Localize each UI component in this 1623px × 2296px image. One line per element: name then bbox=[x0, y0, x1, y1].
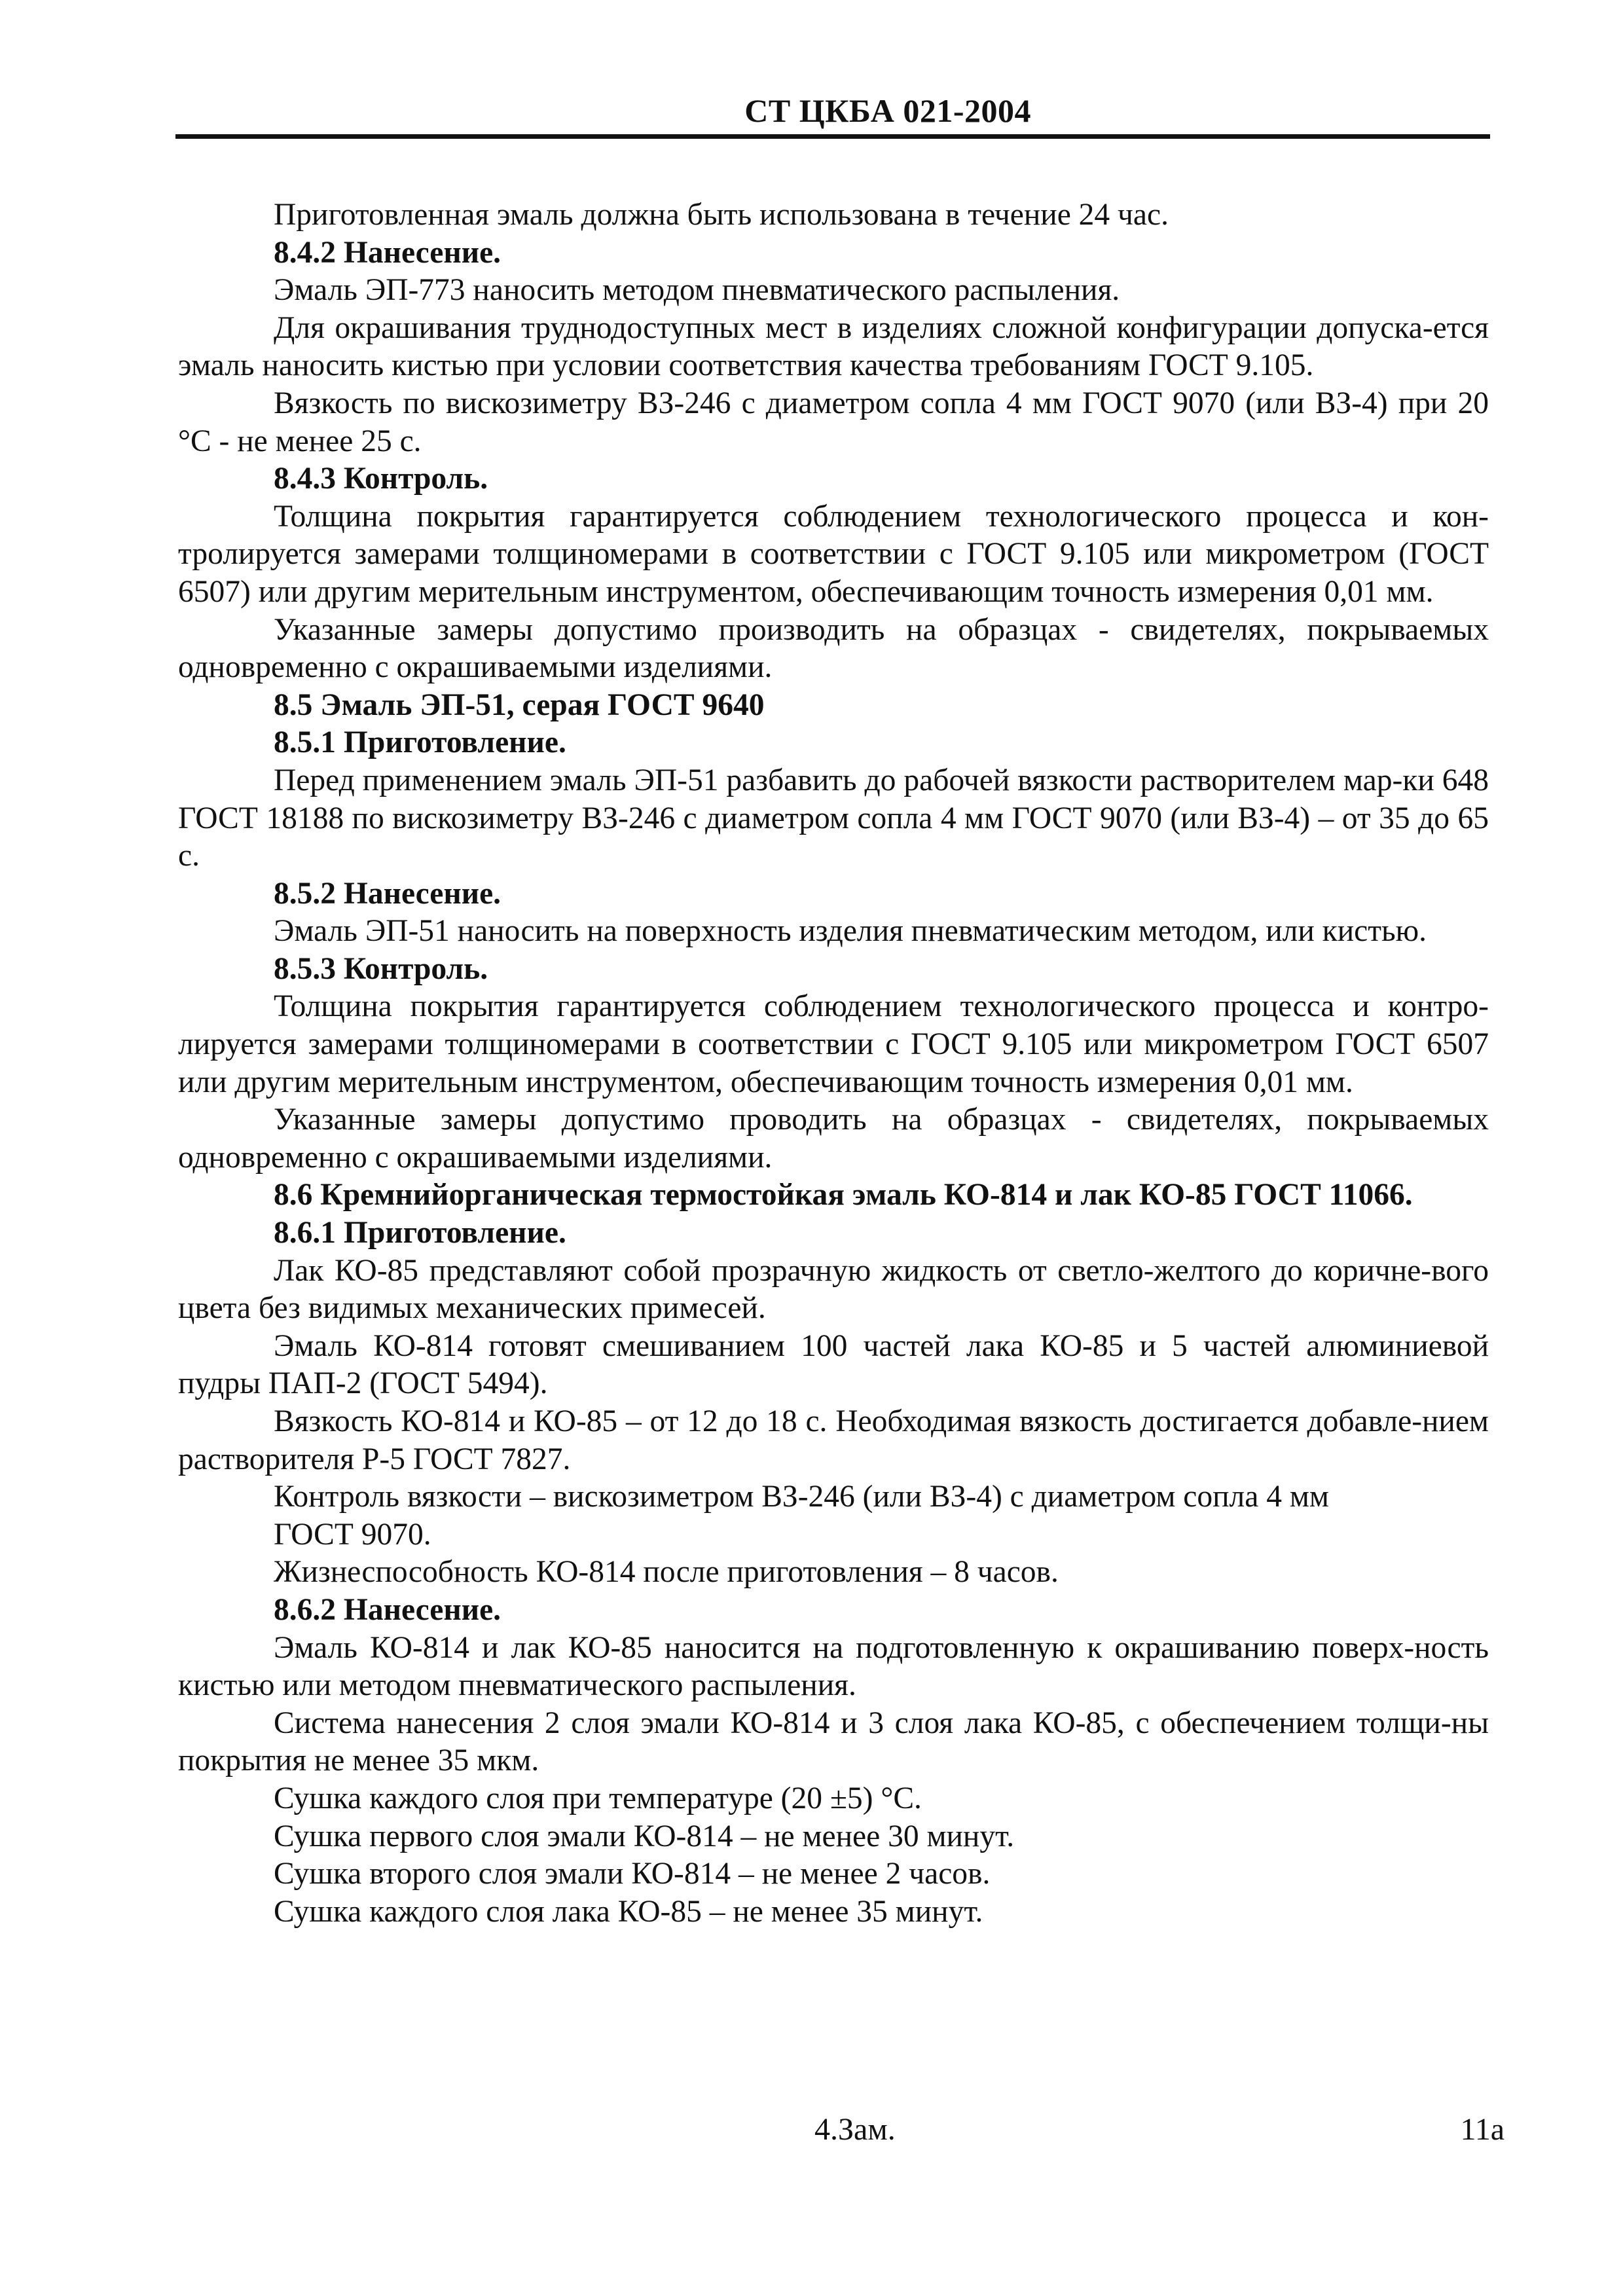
paragraph: Сушка каждого слоя лака КО-85 – не менее 35 минут. bbox=[274, 1894, 983, 1929]
section-heading-8-5-3: 8.5.3 Контроль. bbox=[274, 951, 488, 986]
header-rule bbox=[175, 134, 1490, 139]
paragraph: Для окрашивания труднодоступных мест в изделиях сложной конфигурации допуска-ется эмаль наносить кистью при условии соответствия качества требованиям ГОСТ 9.105. bbox=[178, 310, 1489, 383]
paragraph: Указанные замеры допустимо производить на образцах - свидетелях, покрываемых одновременно с окрашиваемыми изделиями. bbox=[178, 612, 1489, 685]
paragraph: Приготовленная эмаль должна быть использована в течение 24 час. bbox=[274, 198, 1169, 232]
section-heading-8-5-2: 8.5.2 Нанесение. bbox=[274, 876, 501, 911]
section-heading-8-6-1: 8.6.1 Приготовление. bbox=[274, 1216, 566, 1250]
paragraph: Сушка каждого слоя при температуре (20 ±5) °С. bbox=[274, 1781, 922, 1815]
section-heading-8-5-1: 8.5.1 Приготовление. bbox=[274, 725, 566, 760]
paragraph: Контроль вязкости – вискозиметром ВЗ-246 (или ВЗ-4) с диаметром сопла 4 мм bbox=[274, 1480, 1329, 1514]
section-heading-8-4-2: 8.4.2 Нанесение. bbox=[274, 235, 501, 270]
paragraph: Лак КО-85 представляют собой прозрачную жидкость от светло-желтого до коричне-вого цвета без видимых механических примесей. bbox=[178, 1253, 1489, 1326]
section-heading-8-6-2: 8.6.2 Нанесение. bbox=[274, 1592, 501, 1627]
document-body bbox=[178, 196, 1489, 1931]
paragraph: Эмаль КО-814 готовят смешиванием 100 частей лака КО-85 и 5 частей алюминиевой пудры ПАП-2 (ГОСТ 5494). bbox=[178, 1328, 1489, 1401]
paragraph: Указанные замеры допустимо проводить на образцах - свидетелях, покрываемых одновременно с окрашиваемыми изделиями. bbox=[178, 1102, 1489, 1175]
page-number: 11а bbox=[1460, 2112, 1504, 2147]
document-header-title: СТ ЦКБА 021-2004 bbox=[744, 92, 1031, 129]
paragraph: Перед применением эмаль ЭП-51 разбавить до рабочей вязкости растворителем мар-ки 648 ГОСТ 18188 по вискозиметру ВЗ-246 с диаметром сопла 4 мм ГОСТ 9070 (или ВЗ-4) – от 35 до 65 с. bbox=[178, 763, 1489, 873]
section-heading-8-4-3: 8.4.3 Контроль. bbox=[274, 462, 488, 496]
paragraph: Жизнеспособность КО-814 после приготовления – 8 часов. bbox=[274, 1555, 1059, 1590]
paragraph: ГОСТ 9070. bbox=[274, 1517, 431, 1552]
paragraph: Эмаль ЭП-773 наносить методом пневматического распыления. bbox=[274, 273, 1120, 308]
paragraph: Толщина покрытия гарантируется соблюдением технологического процесса и кон-тролируется замерами толщиномерами в соответствии с ГОСТ 9.105 или микрометром (ГОСТ 6507) или другим мерительным инструментом, обеспечивающим точность измерения 0,01 мм. bbox=[178, 499, 1489, 609]
paragraph: Толщина покрытия гарантируется соблюдением технологического процесса и контро-лируется замерами толщиномерами в соответствии с ГОСТ 9.105 или микрометром ГОСТ 6507 или другим мерительным инструментом, обеспечивающим точность измерения 0,01 мм. bbox=[178, 989, 1489, 1099]
paragraph: Вязкость КО-814 и КО-85 – от 12 до 18 с. Необходимая вязкость достигается добавле-нием растворителя Р-5 ГОСТ 7827. bbox=[178, 1404, 1489, 1476]
paragraph: Вязкость по вискозиметру ВЗ-246 с диаметром сопла 4 мм ГОСТ 9070 (или ВЗ-4) при 20 °С - не менее 25 с. bbox=[178, 386, 1489, 458]
footer-change-note: 4.Зам. bbox=[814, 2112, 896, 2147]
paragraph: Сушка первого слоя эмали КО-814 – не менее 30 минут. bbox=[274, 1819, 1015, 1853]
section-heading-8-5: 8.5 Эмаль ЭП-51, серая ГОСТ 9640 bbox=[274, 687, 765, 722]
paragraph: Эмаль ЭП-51 наносить на поверхность изделия пневматическим методом, или кистью. bbox=[274, 914, 1427, 949]
paragraph: Система нанесения 2 слоя эмали КО-814 и 3 слоя лака КО-85, с обеспечением толщи-ны покрытия не менее 35 мкм. bbox=[178, 1705, 1489, 1778]
paragraph: Эмаль КО-814 и лак КО-85 наносится на подготовленную к окрашиванию поверх-ность кистью или методом пневматического распыления. bbox=[178, 1630, 1489, 1703]
section-heading-8-6: 8.6 Кремнийорганическая термостойкая эмаль КО-814 и лак КО-85 ГОСТ 11066. bbox=[274, 1178, 1413, 1212]
paragraph: Сушка второго слоя эмали КО-814 – не менее 2 часов. bbox=[274, 1857, 991, 1891]
